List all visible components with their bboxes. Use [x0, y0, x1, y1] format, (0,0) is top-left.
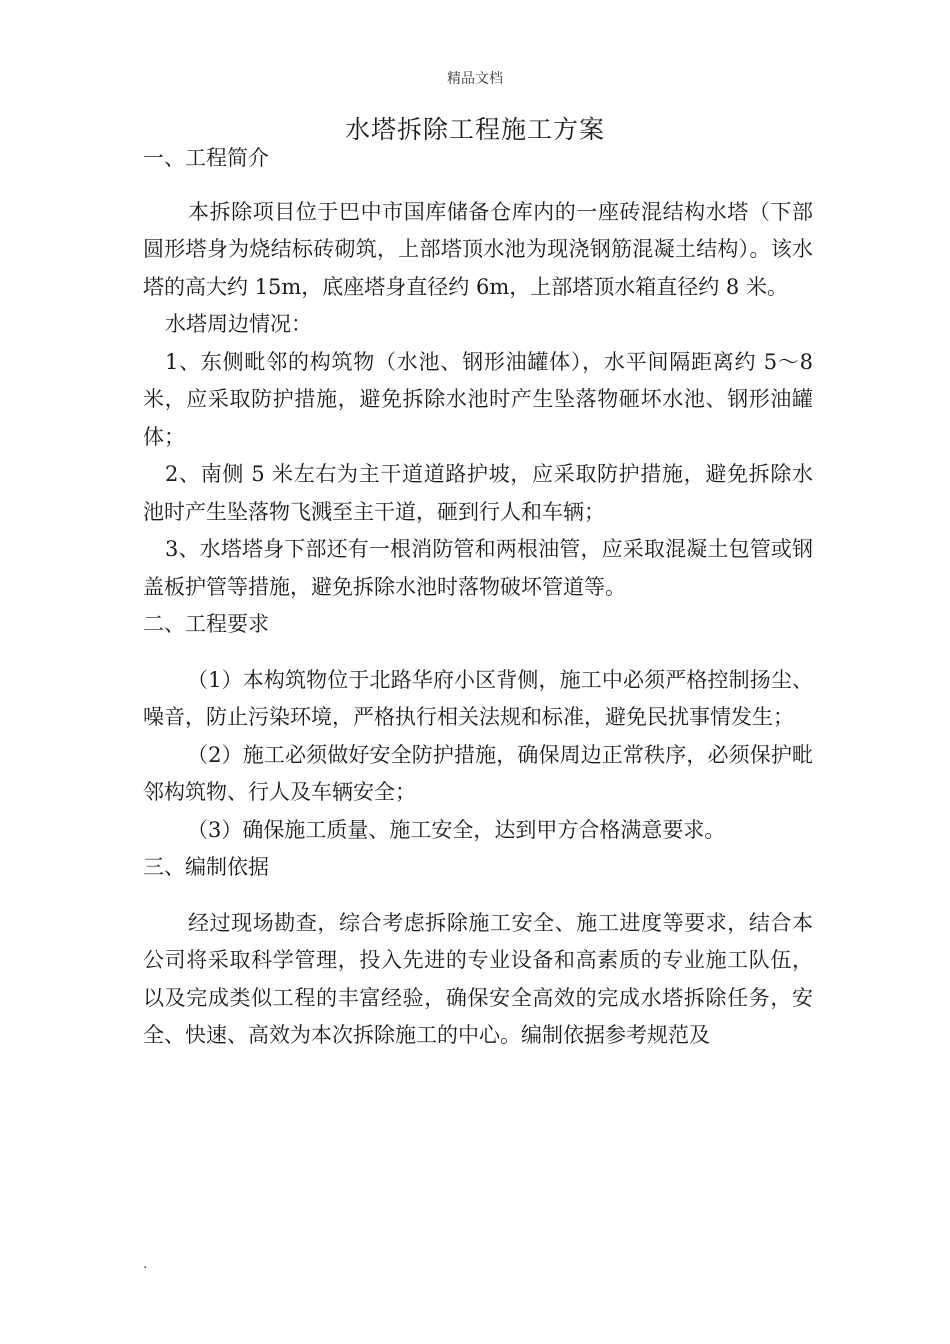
document-title: 水塔拆除工程施工方案 — [344, 115, 605, 144]
section-heading-3: 三、编制依据 — [143, 855, 269, 879]
section-heading-2: 二、工程要求 — [143, 612, 269, 636]
paragraph-requirement-3: （3）确保施工质量、施工安全，达到甲方合格满意要求。 — [187, 817, 726, 842]
paragraph-project-location: 本拆除项目位于巴中市国库储备仓库内的一座砖混结构水塔（下部圆形塔身为烧结标砖砌筑，上部塔顶水池为现浇钢筋混凝土结构）。该水塔的高大约 15m，底座塔身直径约 6m，上部塔顶水箱直径约 8 米。 — [143, 199, 813, 299]
section-heading-1: 一、工程简介 — [143, 146, 269, 170]
page-header: 精品文档 — [447, 71, 503, 87]
paragraph-requirement-1: （1）本构筑物位于北路华府小区背侧，施工中必须严格控制扬尘、噪音，防止污染环境，严格执行相关法规和标准，避免民扰事情发生； — [143, 667, 813, 729]
footer-mark: . — [143, 1256, 148, 1272]
paragraph-surroundings-intro: 水塔周边情况： — [165, 312, 312, 336]
paragraph-surroundings-south: 2、南侧 5 米左右为主干道道路护坡，应采取防护措施，避免拆除水池时产生坠落物飞溅至主干道，砸到行人和车辆； — [143, 462, 813, 524]
paragraph-basis: 经过现场勘查，综合考虑拆除施工安全、施工进度等要求，结合本公司将采取科学管理，投入先进的专业设备和高素质的专业施工队伍，以及完成类似工程的丰富经验，确保安全高效的完成水塔拆除任务，安全、快速、高效为本次拆除施工的中心。编制依据参考规范及 — [143, 910, 813, 1047]
paragraph-surroundings-pipes: 3、水塔塔身下部还有一根消防管和两根油管，应采取混凝土包管或钢盖板护管等措施，避免拆除水池时落物破坏管道等。 — [143, 537, 813, 599]
paragraph-surroundings-east: 1、东侧毗邻的构筑物（水池、钢形油罐体），水平间隔距离约 5～8 米，应采取防护措施，避免拆除水池时产生坠落物砸坏水池、钢形油罐体； — [143, 349, 813, 449]
document-body — [143, 140, 813, 1055]
paragraph-requirement-2: （2）施工必须做好安全防护措施，确保周边正常秩序，必须保护毗邻构筑物、行人及车辆安全； — [143, 742, 813, 804]
